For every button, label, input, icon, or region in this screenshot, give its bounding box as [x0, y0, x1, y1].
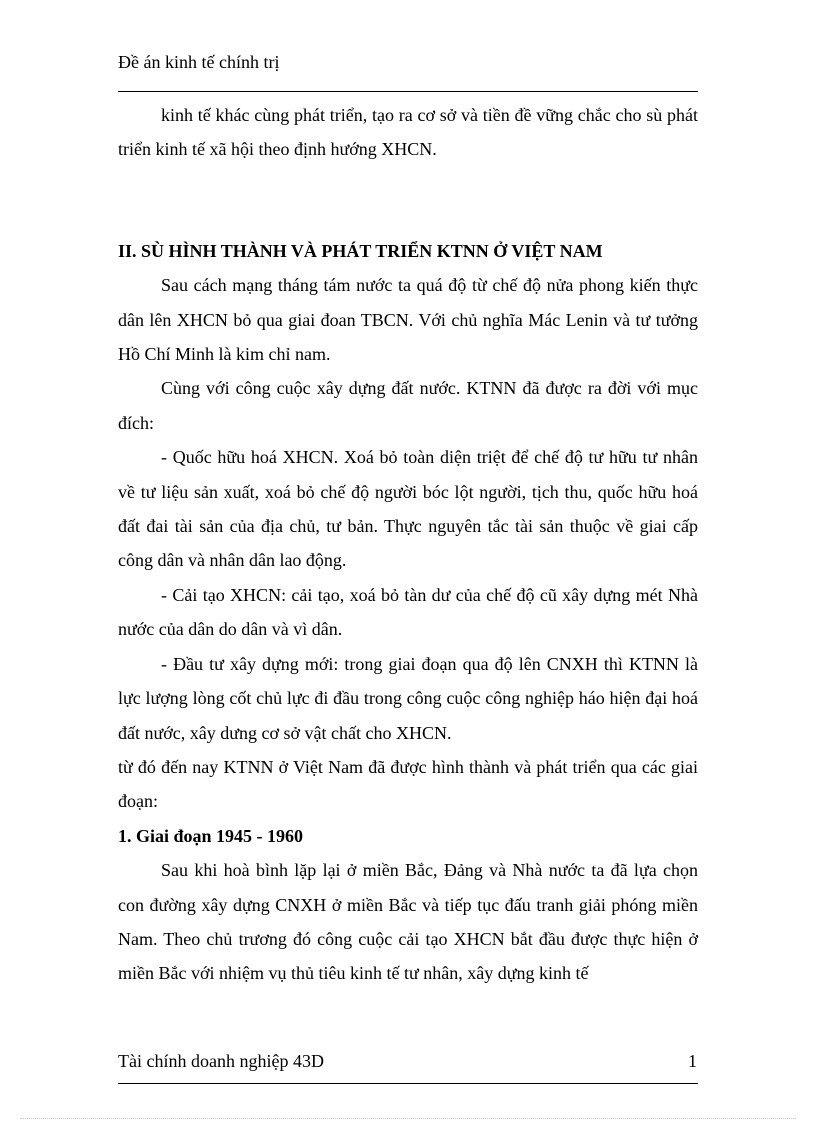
- page-header-title: Đề án kinh tế chính trị: [118, 52, 280, 72]
- page-edge-dotted-line: [20, 1118, 796, 1119]
- subsection-heading: 1. Giai đoạn 1945 - 1960: [118, 825, 304, 846]
- document-body: [118, 98, 698, 991]
- bullet-paragraph: - Đầu tư xây dựng mới: trong giai đoạn qua độ lên CNXH thì KTNN là lực lượng lòng cốt chủ lực đi đầu trong công cuộc công nghiệp háo hiện đại hoá đất nước, xây dưng cơ sở vật chất cho XHCN.: [118, 653, 698, 743]
- section-heading: II. SÙ HÌNH THÀNH VÀ PHÁT TRIỂN KTNN Ở VIỆT NAM: [118, 240, 603, 261]
- section-spacer: [118, 167, 698, 234]
- paragraph-continuation: kinh tế khác cùng phát triển, tạo ra cơ sở và tiền đề vững chắc cho sù phát triển kinh tế xã hội theo định hướng XHCN.: [118, 105, 698, 160]
- footer-rule: [118, 1083, 698, 1084]
- paragraph: Sau khi hoà bình lặp lại ở miền Bắc, Đảng và Nhà nước ta đã lựa chọn con đường xây dựng CNXH ở miền Bắc và tiếp tục đấu tranh giải phóng miền Nam. Theo chủ trương đó công cuộc cải tạo XHCN bắt đầu được thực hiện ở miền Bắc với nhiệm vụ thủ tiêu kinh tế tư nhân, xây dựng kinh tế: [118, 860, 698, 984]
- page-number: 1: [688, 1051, 697, 1071]
- bullet-paragraph: - Cải tạo XHCN: cải tạo, xoá bỏ tàn dư của chế độ cũ xây dựng mét Nhà nước của dân do dân và vì dân.: [118, 584, 698, 640]
- bullet-paragraph: - Quốc hữu hoá XHCN. Xoá bỏ toàn diện triệt để chế độ tư hữu tư nhân về tư liệu sản xuất, xoá bỏ chế độ người bóc lột người, tịch thu, quốc hữu hoá đất đai tài sản của địa chủ, tư bản. Thực nguyên tắc tài sản thuộc về giai cấp công dân và nhân dân lao động.: [118, 447, 698, 571]
- footer-text: Tài chính doanh nghiệp 43D: [118, 1051, 324, 1071]
- paragraph: Sau cách mạng tháng tám nước ta quá độ từ chế độ nửa phong kiến thực dân lên XHCN bỏ qua giai đoan TBCN. Với chủ nghĩa Mác Lenin và tư tưởng Hồ Chí Minh là kim chỉ nam.: [118, 275, 698, 365]
- paragraph: Cùng với công cuộc xây dựng đất nước. KTNN đã được ra đời với mục đích:: [118, 378, 698, 433]
- paragraph: từ đó đến nay KTNN ở Việt Nam đã được hình thành và phát triển qua các giai đoạn:: [118, 756, 698, 812]
- header-rule: [118, 91, 698, 92]
